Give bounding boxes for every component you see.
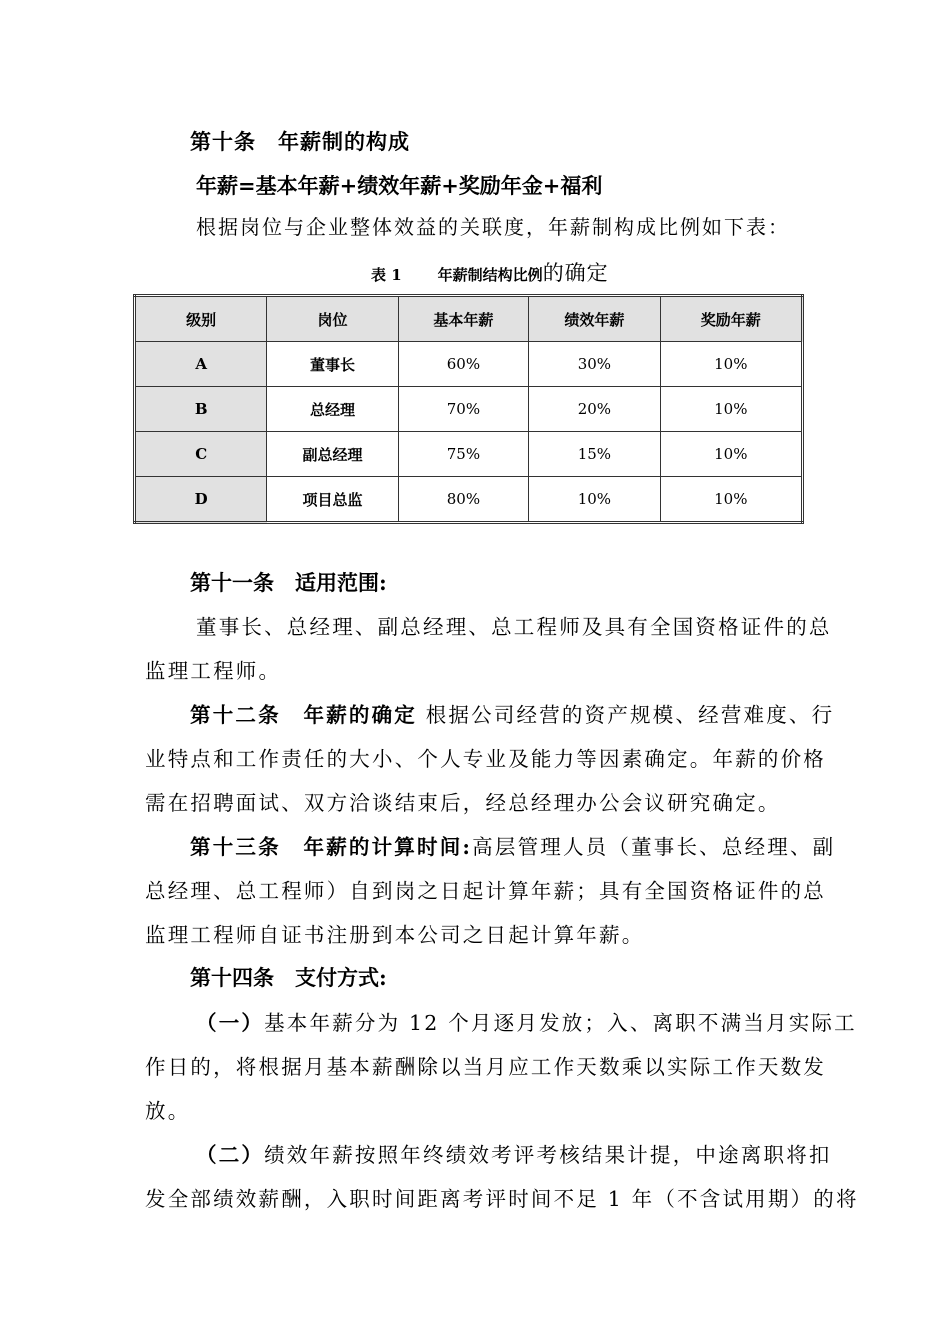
- table-row: [135, 387, 803, 432]
- cell-base: 80%: [398, 477, 528, 523]
- cell-level: C: [135, 432, 267, 477]
- article-14-item-1-line: 作日的，将根据月基本薪酬除以当月应工作天数乘以实际工作天数发: [145, 1055, 826, 1079]
- cell-base: 60%: [398, 342, 528, 387]
- cell-level: D: [135, 477, 267, 523]
- article-14-item-2-line: 发全部绩效薪酬，入职时间距离考评时间不足 1 年（不含试用期）的将: [145, 1187, 859, 1211]
- cell-bonus: 10%: [660, 342, 802, 387]
- header-base-salary: 基本年薪: [398, 296, 528, 342]
- item-1-marker: （一）: [196, 1011, 265, 1035]
- header-performance-salary: 绩效年薪: [529, 296, 660, 342]
- article-12-title: 第十二条 年薪的确定: [190, 703, 417, 727]
- header-level: 级别: [135, 296, 267, 342]
- article-12-line: 根据公司经营的资产规模、经营难度、行: [417, 703, 835, 727]
- article-11-line: 董事长、总经理、副总经理、总工程师及具有全国资格证件的总: [196, 615, 832, 639]
- article-14-item-1-line: 基本年薪分为 12 个月逐月发放；入、离职不满当月实际工: [264, 1011, 857, 1035]
- cell-level: A: [135, 342, 267, 387]
- article-13-title: 第十三条 年薪的计算时间:: [190, 835, 473, 859]
- article-10-title: 第十条 年薪制的构成: [190, 129, 410, 154]
- cell-level: B: [135, 387, 267, 432]
- cell-performance: 20%: [529, 387, 660, 432]
- cell-position: 副总经理: [267, 432, 398, 477]
- cell-bonus: 10%: [660, 387, 802, 432]
- table-caption-label: 表 1: [371, 266, 402, 284]
- article-14-title: 第十四条 支付方式:: [190, 965, 387, 990]
- article-12-line: 需在招聘面试、双方洽谈结束后，经总经理办公会议研究确定。: [145, 791, 781, 815]
- article-14-item-2-line: 绩效年薪按照年终绩效考评考核结果计提，中途离职将扣: [264, 1143, 832, 1167]
- cell-performance: 10%: [529, 477, 660, 523]
- table-row: [135, 477, 803, 523]
- table-header-row: [135, 296, 803, 342]
- cell-position: 总经理: [267, 387, 398, 432]
- cell-performance: 15%: [529, 432, 660, 477]
- article-11-title: 第十一条 适用范围:: [190, 570, 387, 595]
- table-row: [135, 342, 803, 387]
- article-10-intro: 根据岗位与企业整体效益的关联度，年薪制构成比例如下表：: [196, 215, 790, 239]
- cell-base: 75%: [398, 432, 528, 477]
- article-13-line: 监理工程师自证书注册到本公司之日起计算年薪。: [145, 923, 645, 947]
- table-caption-title: 年薪制结构比例: [437, 266, 543, 284]
- table-row: [135, 432, 803, 477]
- article-12-line: 业特点和工作责任的大小、个人专业及能力等因素确定。年薪的价格: [145, 747, 826, 771]
- cell-performance: 30%: [529, 342, 660, 387]
- article-11-line: 监理工程师。: [145, 659, 282, 683]
- cell-position: 董事长: [267, 342, 398, 387]
- cell-base: 70%: [398, 387, 528, 432]
- table-caption: [371, 257, 609, 287]
- item-2-marker: （二）: [196, 1143, 265, 1167]
- article-14-item-2-start: [196, 1138, 832, 1168]
- article-12-paragraph-start: [190, 698, 834, 728]
- cell-position: 项目总监: [267, 477, 398, 523]
- article-13-paragraph-start: [190, 830, 835, 860]
- header-position: 岗位: [267, 296, 398, 342]
- cell-bonus: 10%: [660, 432, 802, 477]
- article-14-item-1-line: 放。: [145, 1099, 191, 1123]
- cell-bonus: 10%: [660, 477, 802, 523]
- article-14-item-1-start: [196, 1006, 857, 1036]
- salary-formula: 年薪=基本年薪+绩效年薪+奖励年金+福利: [196, 173, 603, 198]
- salary-ratio-table: [133, 294, 804, 524]
- article-13-line: 总经理、总工程师）自到岗之日起计算年薪；具有全国资格证件的总: [145, 879, 826, 903]
- article-13-line: 高层管理人员（董事长、总经理、副: [472, 835, 836, 859]
- header-bonus-salary: 奖励年薪: [660, 296, 802, 342]
- table-caption-tail: 的确定: [542, 261, 609, 285]
